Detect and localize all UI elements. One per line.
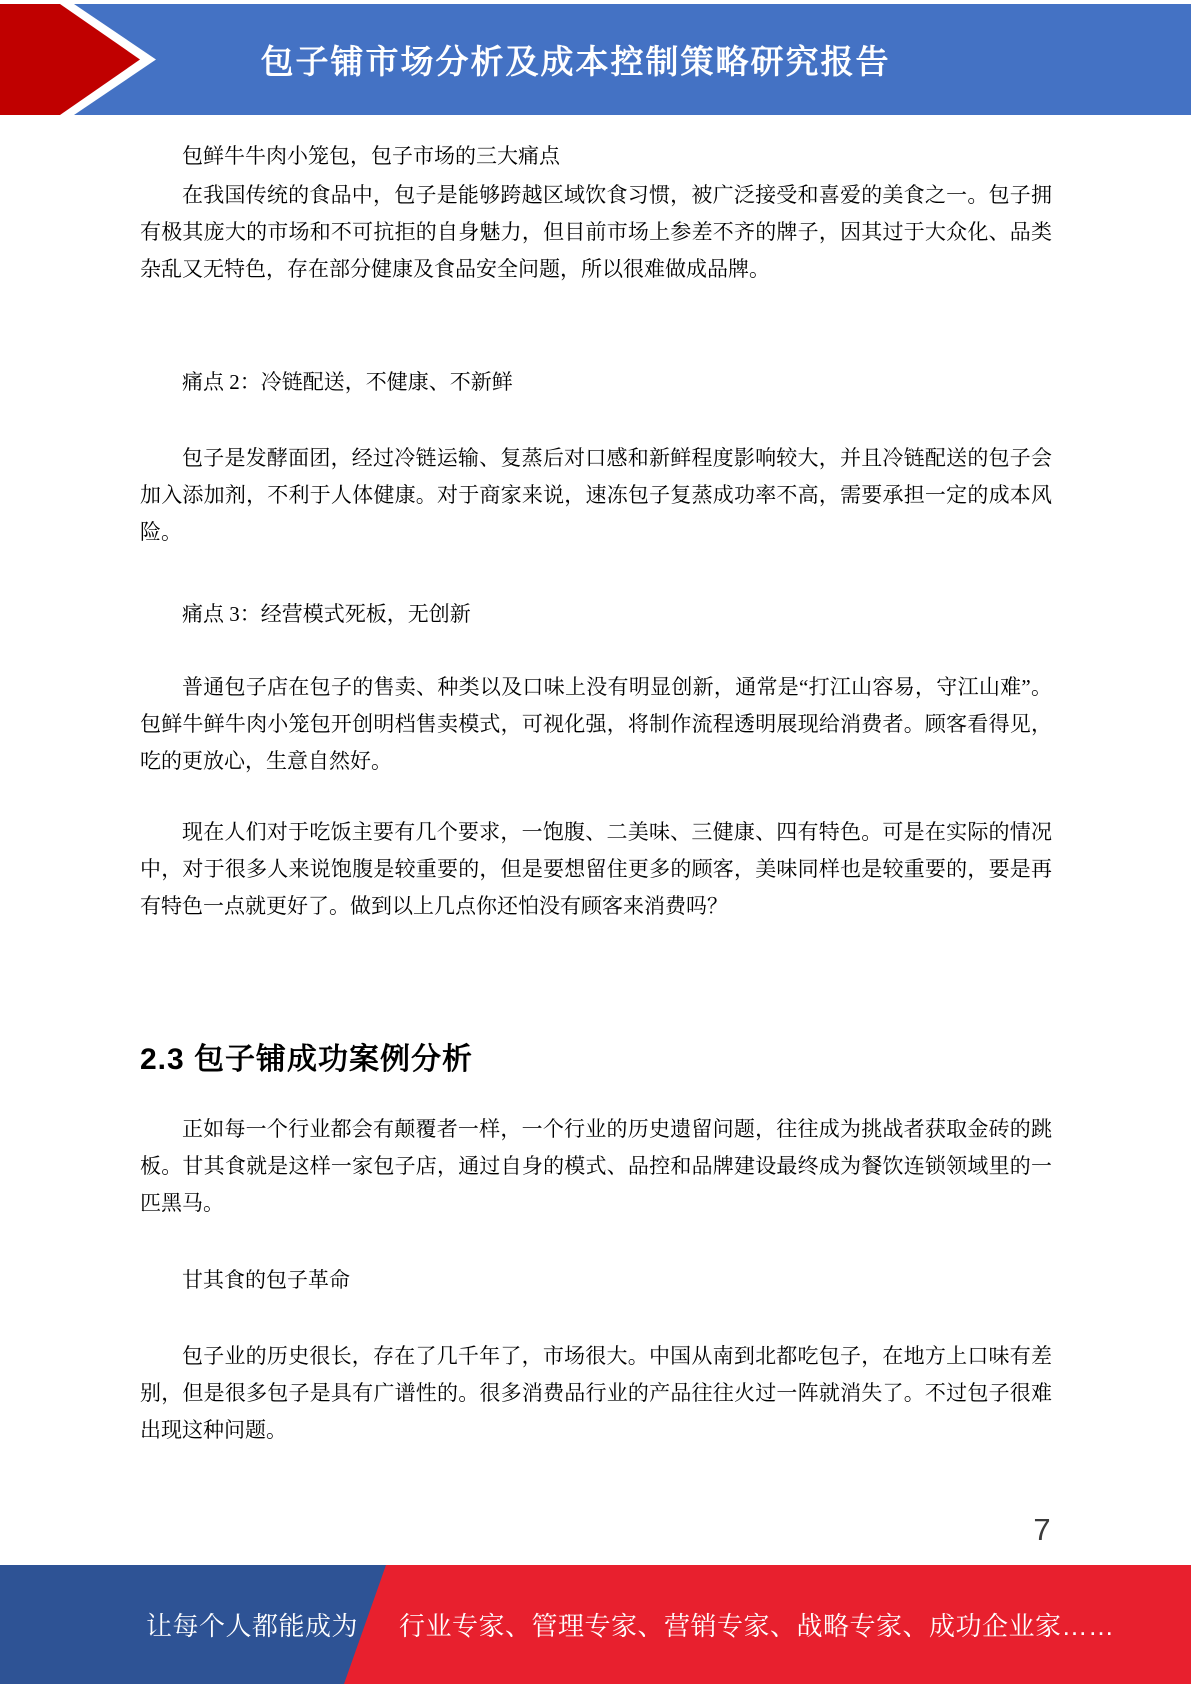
- footer-slogan-right: 行业专家、管理专家、营销专家、战略专家、成功企业家……: [399, 1611, 1115, 1641]
- body-paragraph-coldchain: 包子是发酵面团，经过冷链运输、复蒸后对口感和新鲜程度影响较大，并且冷链配送的包子会加入添加剂，不利于人体健康。对于商家来说，速冻包子复蒸成功率不高，需要承担一定的成本风险。: [140, 446, 1052, 544]
- red-arrow-icon: [0, 4, 145, 115]
- body-line-subtitle: 包鲜牛牛肉小笼包，包子市场的三大痛点: [182, 144, 560, 168]
- report-title: 包子铺市场分析及成本控制策略研究报告: [260, 43, 891, 80]
- section-heading-2-3: 2.3 包子铺成功案例分析: [140, 1042, 474, 1076]
- body-line-ganqishi: 甘其食的包子革命: [182, 1268, 350, 1292]
- body-paragraph-intro: 在我国传统的食品中，包子是能够跨越区域饮食习惯，被广泛接受和喜爱的美食之一。包子拥有极其庞大的市场和不可抗拒的自身魅力，但目前市场上参差不齐的牌子，因其过于大众化、品类杂乱又无特色，存在部分健康及食品安全问题，所以很难做成品牌。: [140, 183, 1052, 281]
- page-number: 7: [1033, 1512, 1051, 1547]
- report-header-banner: [0, 4, 1191, 115]
- body-paragraph-case-intro: 正如每一个行业都会有颠覆者一样，一个行业的历史遗留问题，往往成为挑战者获取金砖的跳板。甘其食就是这样一家包子店，通过自身的模式、品控和品牌建设最终成为餐饮连锁领域里的一匹黑马。: [140, 1117, 1052, 1215]
- body-paragraph-history: 包子业的历史很长，存在了几千年了，市场很大。中国从南到北都吃包子，在地方上口味有差别，但是很多包子是具有广谱性的。很多消费品行业的产品往往火过一阵就消失了。不过包子很难出现这种问题。: [140, 1344, 1052, 1442]
- footer-slogan-left: 让每个人都能成为: [146, 1611, 359, 1641]
- footer-banner: [0, 1565, 1191, 1684]
- body-line-pain-point-2: 痛点 2：冷链配送，不健康、不新鲜: [182, 370, 513, 394]
- body-paragraph-innovation: 普通包子店在包子的售卖、种类以及口味上没有明显创新，通常是“打江山容易，守江山难”。包鲜牛鲜牛肉小笼包开创明档售卖模式，可视化强，将制作流程透明展现给消费者。顾客看得见，吃的更放心，生意自然好。: [140, 675, 1052, 773]
- body-line-pain-point-3: 痛点 3：经营模式死板，无创新: [182, 602, 471, 626]
- body-paragraph-requirements: 现在人们对于吃饭主要有几个要求，一饱腹、二美味、三健康、四有特色。可是在实际的情况中，对于很多人来说饱腹是较重要的，但是要想留住更多的顾客，美味同样也是较重要的，要是再有特色一点就更好了。做到以上几点你还怕没有顾客来消费吗？: [140, 820, 1052, 918]
